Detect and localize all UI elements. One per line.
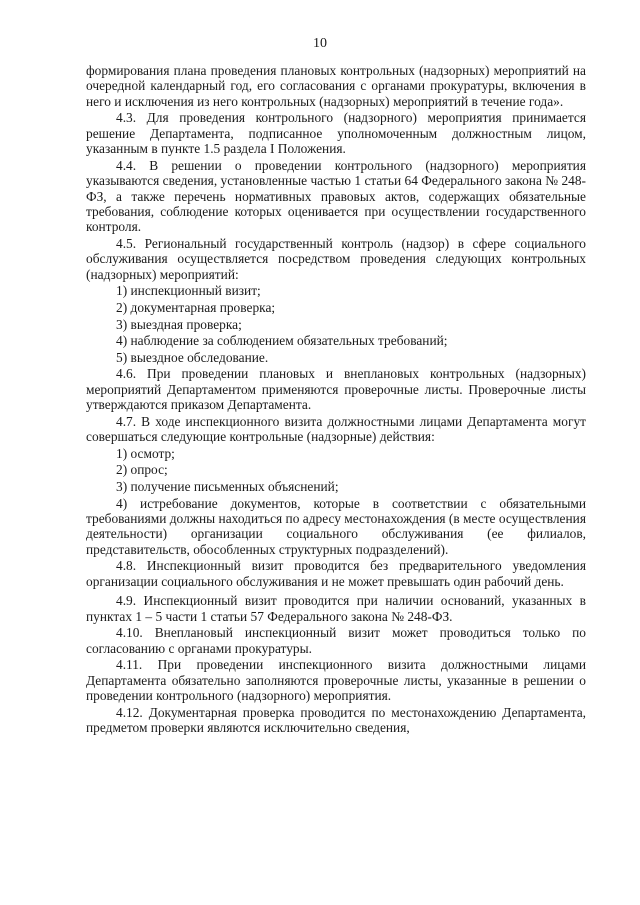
paragraph: 4.8. Инспекционный визит проводится без предварительного уведомления организации социального обслуживания и не может превышать один рабочий день. xyxy=(86,558,586,589)
paragraph: формирования плана проведения плановых контрольных (надзорных) мероприятий на очередной календарный год, его согласования с органами прокуратуры, включения в него и исключения из него контрольных (надзорных) мероприятий в течение года». xyxy=(86,63,586,109)
paragraph: 4) истребование документов, которые в соответствии с обязательными требованиями должны находиться по адресу местонахождения (в месте осуществления деятельности) организации социального обслуживания (ее филиалов, представительств, обособленных структурных подразделений). xyxy=(86,495,586,557)
paragraph: 4.4. В решении о проведении контрольного (надзорного) мероприятия указываются сведения, установленные частью 1 статьи 64 Федерального закона № 248-ФЗ, а также перечень нормативных правовых актов, содержащих обязательные требования, соблюдение которых оценивается при осуществлении государственного контроля. xyxy=(86,157,586,235)
paragraph: 4.10. Внеплановый инспекционный визит может проводиться только по согласованию с органами прокуратуры. xyxy=(86,625,586,656)
paragraph: 4.3. Для проведения контрольного (надзорного) мероприятия принимается решение Департамента, подписанное уполномоченным должностным лицом, указанным в пункте 1.5 раздела I Положения. xyxy=(86,110,586,157)
paragraph: 4.9. Инспекционный визит проводится при наличии оснований, указанных в пунктах 1 – 5 части 1 статьи 57 Федерального закона № 248-ФЗ. xyxy=(86,593,586,624)
list-item: 1) осмотр; xyxy=(116,445,175,461)
list-item: 2) документарная проверка; xyxy=(116,300,276,316)
list-item: 4) наблюдение за соблюдением обязательных требований; xyxy=(116,333,448,349)
list-item: 5) выездное обследование. xyxy=(116,349,269,365)
paragraph: 4.12. Документарная проверка проводится по местонахождению Департамента, предметом проверки являются исключительно сведения, xyxy=(86,704,586,736)
document-body xyxy=(86,63,586,735)
list-item: 3) выездная проверка; xyxy=(116,316,242,332)
paragraph: 4.5. Региональный государственный контроль (надзор) в сфере социального обслуживания осуществляется посредством проведения следующих контрольных (надзорных) мероприятий: xyxy=(86,236,586,282)
paragraph: 4.7. В ходе инспекционного визита должностными лицами Департамента могут совершаться следующие контрольные (надзорные) действия: xyxy=(86,413,586,445)
list-item: 2) опрос; xyxy=(116,462,168,478)
paragraph: 4.6. При проведении плановых и внеплановых контрольных (надзорных) мероприятий Департаментом применяются проверочные листы. Проверочные листы утверждаются приказом Департамента. xyxy=(86,366,586,413)
list-item: 1) инспекционный визит; xyxy=(116,283,261,299)
paragraph: 4.11. При проведении инспекционного визита должностными лицами Департамента обязательно заполняются проверочные листы, указанные в решении о проведении контрольного (надзорного) мероприятия. xyxy=(86,657,586,704)
page-number: 10 xyxy=(313,36,327,51)
list-item: 3) получение письменных объяснений; xyxy=(116,479,339,494)
